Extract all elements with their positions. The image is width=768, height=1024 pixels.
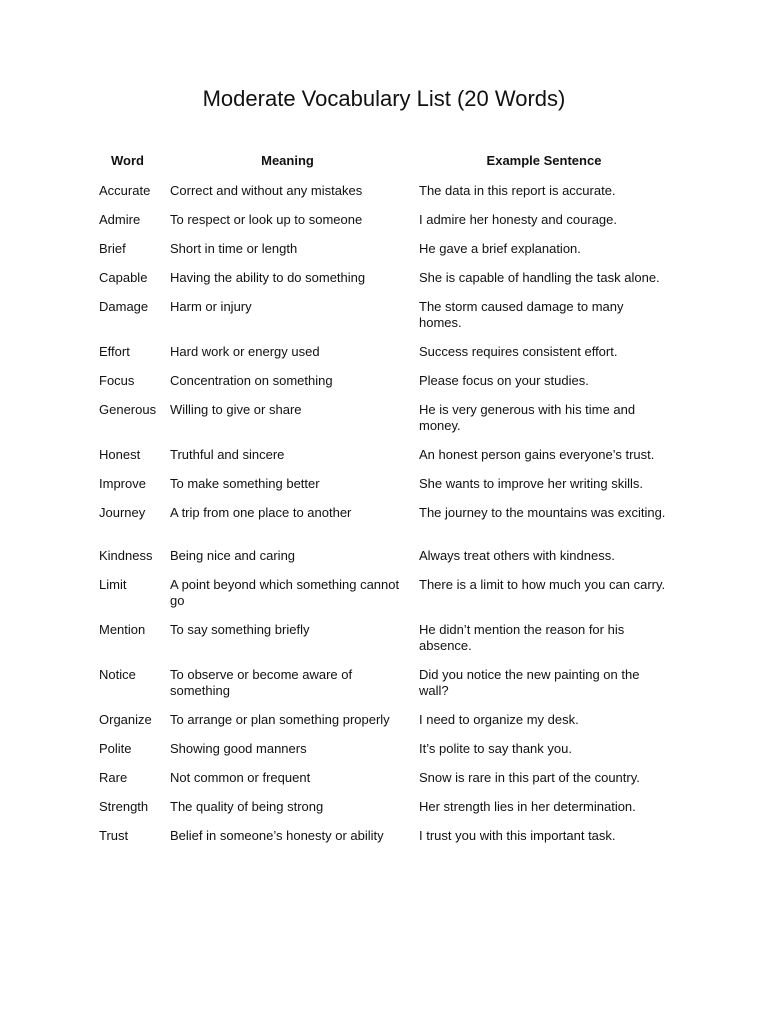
- meaning-cell: Truthful and sincere: [170, 447, 285, 462]
- meaning-cell: Being nice and caring: [170, 548, 296, 563]
- word-cell: Honest: [99, 447, 141, 462]
- meaning-cell: The quality of being strong: [170, 799, 324, 814]
- example-cell: The storm caused damage to many homes.: [419, 299, 624, 330]
- meaning-cell: A trip from one place to another: [170, 505, 352, 520]
- table-row: [92, 395, 676, 440]
- meaning-cell: Correct and without any mistakes: [170, 183, 363, 198]
- table-row: [92, 366, 676, 395]
- word-cell: Mention: [99, 622, 146, 637]
- table-row: [92, 205, 676, 234]
- word-cell: Organize: [99, 712, 152, 727]
- table-row: [92, 527, 676, 570]
- meaning-cell: Harm or injury: [170, 299, 252, 314]
- table-row: [92, 705, 676, 734]
- word-cell: Effort: [99, 344, 130, 359]
- example-cell: Always treat others with kindness.: [419, 548, 615, 563]
- example-cell: I admire her honesty and courage.: [419, 212, 618, 227]
- example-cell: The journey to the mountains was exciting.: [419, 505, 666, 520]
- vocabulary-table: [92, 146, 676, 850]
- meaning-cell: Hard work or energy used: [170, 344, 320, 359]
- table-row: [92, 821, 676, 850]
- example-cell: Snow is rare in this part of the country.: [419, 770, 640, 785]
- example-cell: There is a limit to how much you can carry.: [419, 577, 666, 592]
- word-cell: Focus: [99, 373, 135, 388]
- table-row: [92, 440, 676, 469]
- example-cell: Did you notice the new painting on the wall?: [419, 667, 640, 698]
- meaning-cell: Short in time or length: [170, 241, 298, 256]
- word-cell: Generous: [99, 402, 157, 417]
- table-row: [92, 234, 676, 263]
- meaning-cell: A point beyond which something cannot go: [170, 577, 400, 608]
- word-cell: Notice: [99, 667, 136, 682]
- meaning-cell: Not common or frequent: [170, 770, 311, 785]
- example-cell: I trust you with this important task.: [419, 828, 616, 843]
- table-row: [92, 660, 676, 705]
- column-header-word: Word: [111, 153, 144, 168]
- page-title: Moderate Vocabulary List (20 Words): [202, 86, 566, 111]
- word-cell: Limit: [99, 577, 127, 592]
- word-cell: Brief: [99, 241, 126, 256]
- meaning-cell: To make something better: [170, 476, 320, 491]
- example-cell: I need to organize my desk.: [419, 712, 579, 727]
- example-cell: An honest person gains everyone’s trust.: [419, 447, 655, 462]
- table-row: [92, 292, 676, 337]
- meaning-cell: To observe or become aware of something: [170, 667, 353, 698]
- word-cell: Damage: [99, 299, 149, 314]
- word-cell: Trust: [99, 828, 129, 843]
- example-cell: She wants to improve her writing skills.: [419, 476, 643, 491]
- example-cell: Please focus on your studies.: [419, 373, 589, 388]
- column-header-example: Example Sentence: [486, 153, 602, 168]
- table-row: [92, 792, 676, 821]
- meaning-cell: Having the ability to do something: [170, 270, 366, 285]
- table-row: [92, 337, 676, 366]
- example-cell: He gave a brief explanation.: [419, 241, 581, 256]
- meaning-cell: Belief in someone’s honesty or ability: [170, 828, 384, 843]
- word-cell: Admire: [99, 212, 141, 227]
- table-row: [92, 176, 676, 205]
- example-cell: It’s polite to say thank you.: [419, 741, 572, 756]
- table-row: [92, 615, 676, 660]
- word-cell: Kindness: [99, 548, 153, 563]
- word-cell: Improve: [99, 476, 146, 491]
- word-cell: Rare: [99, 770, 128, 785]
- example-cell: Success requires consistent effort.: [419, 344, 618, 359]
- example-cell: He didn’t mention the reason for his absence.: [419, 622, 625, 653]
- word-cell: Accurate: [99, 183, 151, 198]
- table-row: [92, 498, 676, 527]
- table-row: [92, 469, 676, 498]
- example-cell: He is very generous with his time and money.: [419, 402, 636, 433]
- table-header-row: [92, 146, 676, 176]
- example-cell: Her strength lies in her determination.: [419, 799, 636, 814]
- column-header-meaning: Meaning: [261, 153, 314, 168]
- meaning-cell: Showing good manners: [170, 741, 307, 756]
- table-row: [92, 734, 676, 763]
- example-cell: The data in this report is accurate.: [419, 183, 616, 198]
- table-row: [92, 263, 676, 292]
- meaning-cell: To say something briefly: [170, 622, 310, 637]
- table-row: [92, 570, 676, 615]
- example-cell: She is capable of handling the task alone.: [419, 270, 660, 285]
- table-row: [92, 763, 676, 792]
- word-cell: Journey: [99, 505, 146, 520]
- meaning-cell: Willing to give or share: [170, 402, 302, 417]
- word-cell: Strength: [99, 799, 149, 814]
- meaning-cell: Concentration on something: [170, 373, 333, 388]
- meaning-cell: To arrange or plan something properly: [170, 712, 390, 727]
- word-cell: Polite: [99, 741, 132, 756]
- word-cell: Capable: [99, 270, 148, 285]
- meaning-cell: To respect or look up to someone: [170, 212, 363, 227]
